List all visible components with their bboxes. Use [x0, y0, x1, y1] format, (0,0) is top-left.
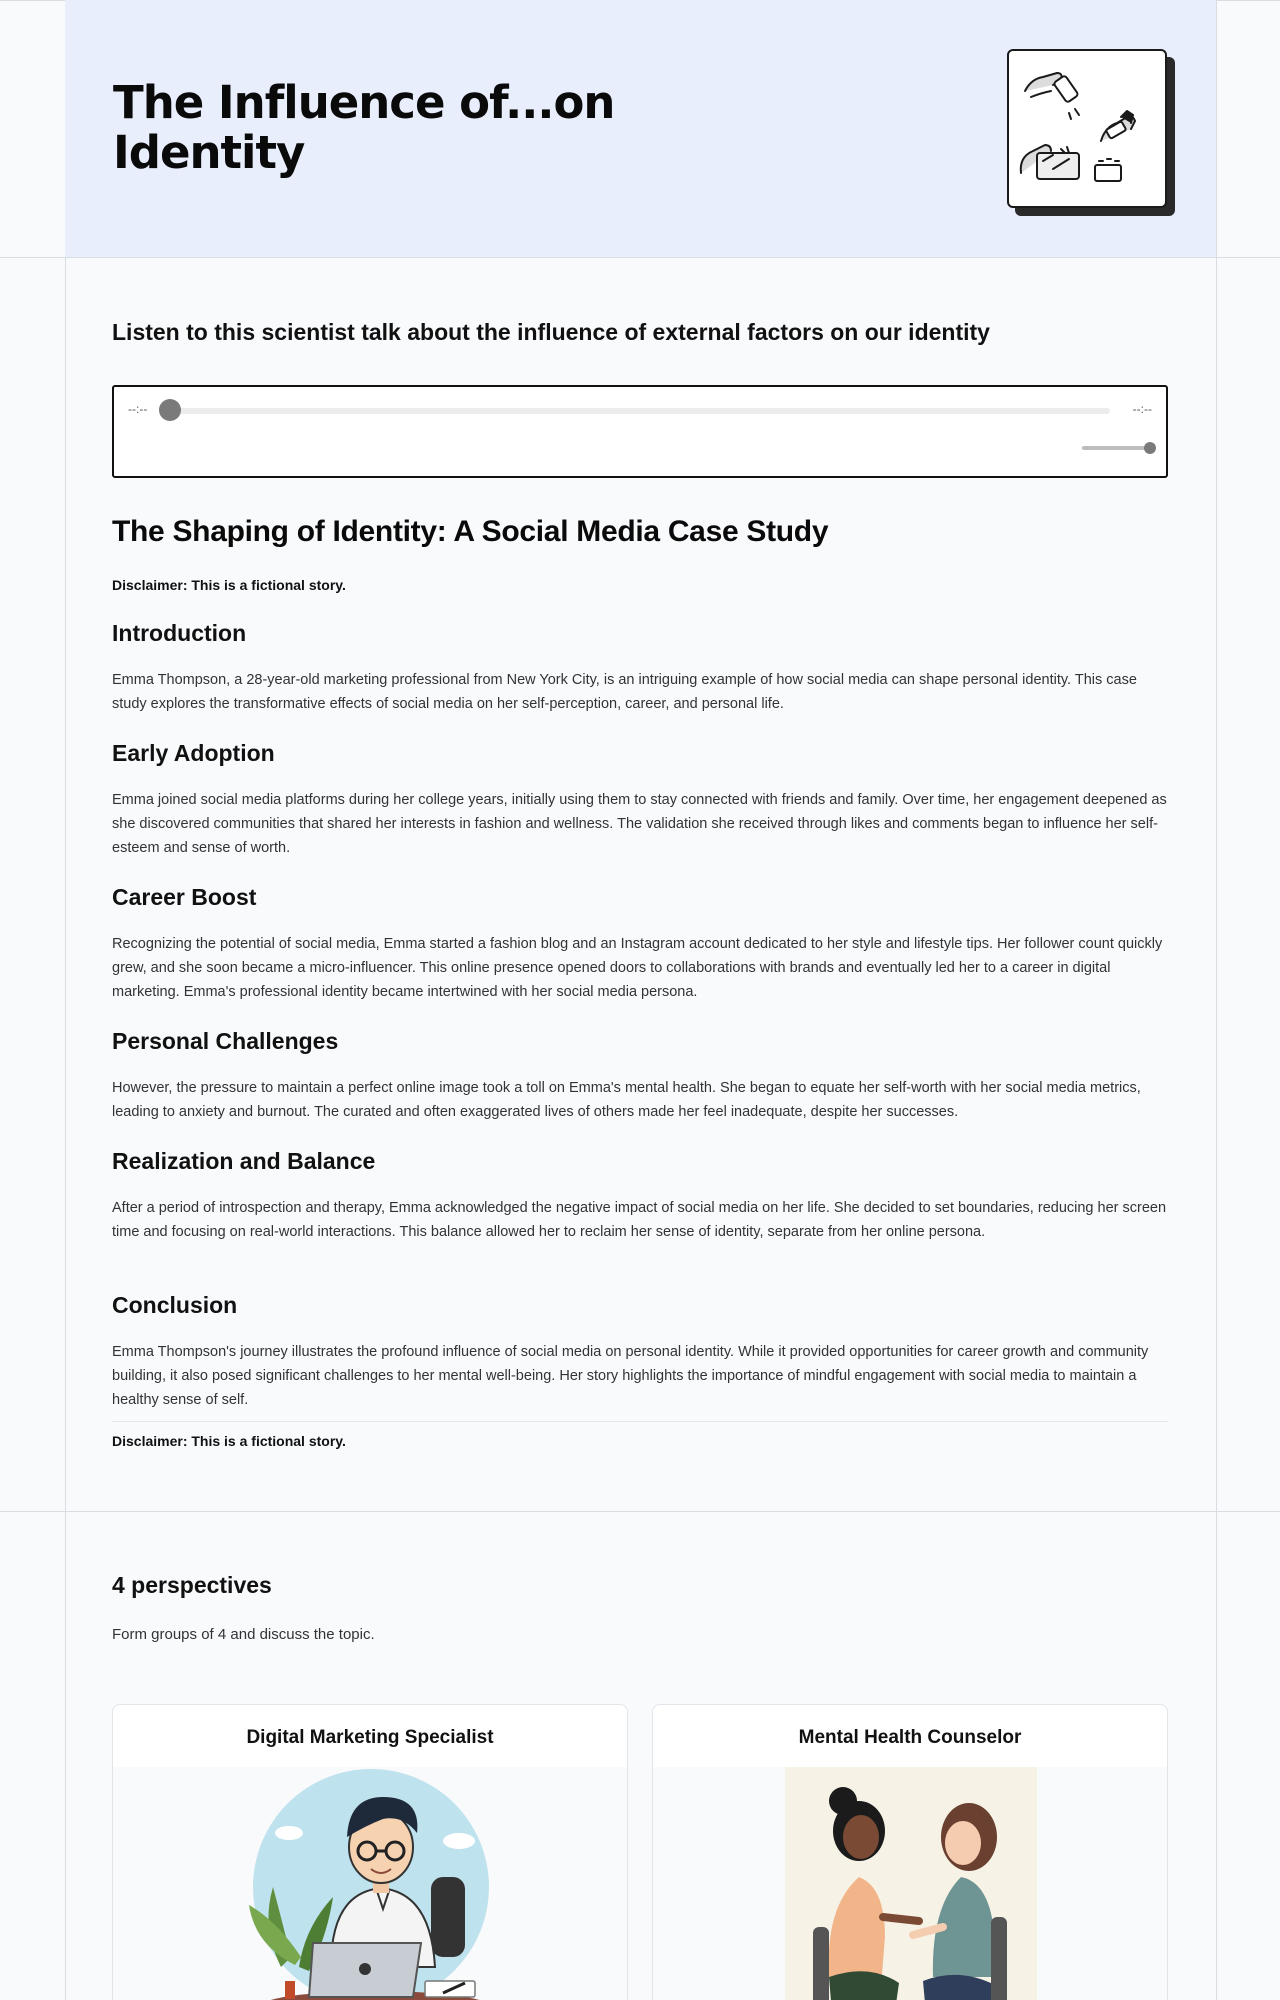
seek-bar[interactable]: [170, 408, 1110, 414]
perspective-card-title: Mental Health Counselor: [798, 1727, 1022, 1748]
person-with-laptop-illustration: [113, 1767, 628, 2000]
audio-lead-text: Listen to this scientist talk about the influence of external factors on our identity: [112, 319, 990, 345]
perspectives-subtitle: Form groups of 4 and discuss the topic.: [112, 1626, 375, 1643]
section-heading-realization: Realization and Balance: [112, 1148, 376, 1174]
disclaimer-bottom: Disclaimer: This is a fictional story.: [112, 1433, 346, 1449]
perspective-card-counselor[interactable]: [652, 1704, 1168, 2000]
seek-handle[interactable]: [159, 399, 181, 421]
section-heading-career-boost: Career Boost: [112, 884, 257, 910]
section-text-conclusion: Emma Thompson's journey illustrates the profound influence of social media on personal identity. While it provided opportunities for career growth and community building, it also posed significant challenges to her mental well-being. Her story highlights the importance of mindful engagement with social media to maintain a healthy sense of self.: [112, 1344, 1149, 1408]
audio-player[interactable]: [112, 385, 1168, 478]
perspective-card-marketing[interactable]: [112, 1704, 628, 2000]
disclaimer-top: Disclaimer: This is a fictional story.: [112, 577, 346, 593]
section-text-early-adoption: Emma joined social media platforms during her college years, initially using them to stay connected with friends and family. Over time, her engagement deepened as she discovered communities that shared her interests in fashion and wellness. The validation she received through likes and comments began to influence her self-esteem and sense of worth.: [112, 792, 1167, 856]
guide-line-article-bottom: [0, 1511, 1280, 1512]
section-heading-personal-challenges: Personal Challenges: [112, 1028, 339, 1054]
section-heading-introduction: Introduction: [112, 620, 247, 646]
perspective-card-image: [113, 1767, 627, 2000]
volume-fill: [1082, 446, 1150, 450]
volume-handle[interactable]: [1144, 442, 1156, 454]
hero-illustration: [1007, 49, 1167, 208]
article-title: The Shaping of Identity: A Social Media Case Study: [112, 515, 829, 548]
section-heading-conclusion: Conclusion: [112, 1292, 238, 1318]
guide-line-right: [1216, 0, 1217, 2000]
section-text-personal-challenges: However, the pressure to maintain a perfect online image took a toll on Emma's mental health. She began to equate her self-worth with her social media metrics, leading to anxiety and burnout. The curated and often exaggerated lives of others made her feel inadequate, despite her successes.: [112, 1080, 1141, 1120]
section-heading-early-adoption: Early Adoption: [112, 740, 275, 766]
perspective-card-image: [653, 1767, 1167, 2000]
current-time: --:--: [128, 402, 148, 416]
counseling-session-illustration: [653, 1767, 1168, 2000]
hands-with-devices-icon: [1009, 51, 1165, 206]
divider: [112, 1421, 1168, 1422]
duration-time: --:--: [1132, 402, 1152, 416]
section-text-introduction: Emma Thompson, a 28-year-old marketing professional from New York City, is an intriguing example of how social media can shape personal identity. This case study explores the transformative effects of social media on her self-perception, career, and personal life.: [112, 672, 1137, 712]
page-title: The Influence of...on Identity: [113, 76, 615, 179]
guide-line-left: [65, 0, 66, 2000]
volume-slider[interactable]: [1082, 446, 1150, 450]
hero-banner: [65, 0, 1216, 257]
perspective-card-title: Digital Marketing Specialist: [246, 1727, 494, 1748]
perspectives-heading: 4 perspectives: [112, 1572, 272, 1598]
section-text-career-boost: Recognizing the potential of social media, Emma started a fashion blog and an Instagram account dedicated to her style and lifestyle tips. Her follower count quickly grew, and she soon became a micro-influencer. This online presence opened doors to collaborations with brands and eventually led her to a career in digital marketing. Emma's professional identity became intertwined with her social media persona.: [112, 936, 1163, 1000]
section-text-realization: After a period of introspection and therapy, Emma acknowledged the negative impact of social media on her life. She decided to set boundaries, reducing her screen time and focusing on real-world interactions. This balance allowed her to reclaim her sense of identity, separate from her online persona.: [112, 1200, 1167, 1240]
guide-line-hero-bottom: [0, 257, 1280, 258]
